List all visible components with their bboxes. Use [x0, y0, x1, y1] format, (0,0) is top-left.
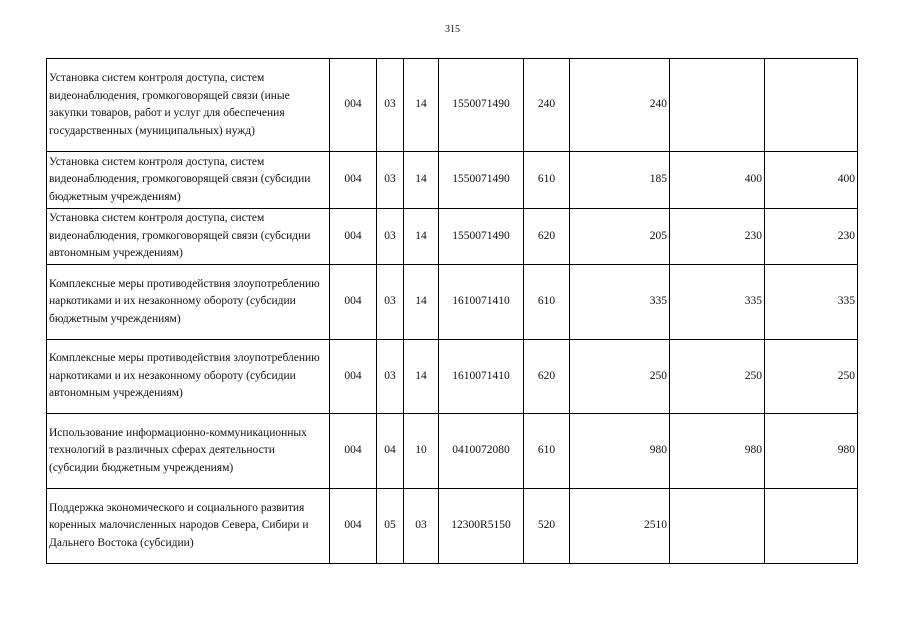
row-section-code: 03: [377, 152, 404, 209]
row-grbs-code: 004: [330, 489, 377, 564]
row-amount-1: 240: [570, 59, 670, 152]
row-grbs-code: 004: [330, 209, 377, 265]
row-grbs-code: 004: [330, 340, 377, 414]
row-amount-1: 335: [570, 265, 670, 340]
row-expense-type: 620: [524, 209, 570, 265]
row-grbs-code: 004: [330, 265, 377, 340]
row-description: Установка систем контроля доступа, систем видеонаблюдения, громкоговорящей связи (субсидии бюджетным учреждениям): [47, 152, 330, 209]
table-row: [47, 340, 858, 414]
row-target-article: 1610071410: [439, 265, 524, 340]
budget-table: [46, 58, 858, 564]
row-description: Установка систем контроля доступа, систем видеонаблюдения, громкоговорящей связи (субсидии автономным учреждениям): [47, 209, 330, 265]
row-description: Установка систем контроля доступа, систем видеонаблюдения, громкоговорящей связи (иные закупки товаров, работ и услуг для обеспечения государственных (муниципальных) нужд): [47, 59, 330, 152]
row-expense-type: 520: [524, 489, 570, 564]
row-expense-type: 610: [524, 265, 570, 340]
row-amount-1: 2510: [570, 489, 670, 564]
row-subsection-code: 14: [404, 152, 439, 209]
row-expense-type: 610: [524, 414, 570, 489]
row-target-article: 1550071490: [439, 209, 524, 265]
row-amount-2: 400: [670, 152, 765, 209]
table-row: [47, 59, 858, 152]
table-row: [47, 489, 858, 564]
row-section-code: 04: [377, 414, 404, 489]
row-expense-type: 240: [524, 59, 570, 152]
row-amount-2: 335: [670, 265, 765, 340]
row-amount-3: [765, 489, 858, 564]
row-amount-3: [765, 59, 858, 152]
row-description: Комплексные меры противодействия злоупотреблению наркотиками и их незаконному обороту (субсидии бюджетным учреждениям): [47, 265, 330, 340]
row-target-article: 0410072080: [439, 414, 524, 489]
page-number: 315: [445, 24, 460, 35]
row-grbs-code: 004: [330, 152, 377, 209]
table-row: [47, 209, 858, 265]
row-description: Поддержка экономического и социального развития коренных малочисленных народов Севера, Сибири и Дальнего Востока (субсидии): [47, 489, 330, 564]
row-target-article: 12300R5150: [439, 489, 524, 564]
row-expense-type: 620: [524, 340, 570, 414]
row-amount-3: 250: [765, 340, 858, 414]
row-amount-2: 980: [670, 414, 765, 489]
row-grbs-code: 004: [330, 414, 377, 489]
row-expense-type: 610: [524, 152, 570, 209]
row-subsection-code: 14: [404, 340, 439, 414]
row-section-code: 03: [377, 209, 404, 265]
row-target-article: 1610071410: [439, 340, 524, 414]
row-subsection-code: 10: [404, 414, 439, 489]
row-amount-2: 250: [670, 340, 765, 414]
table-row: [47, 152, 858, 209]
table-row: [47, 265, 858, 340]
row-subsection-code: 14: [404, 209, 439, 265]
row-description: Использование информационно-коммуникационных технологий в различных сферах деятельности (субсидии бюджетным учреждениям): [47, 414, 330, 489]
row-description: Комплексные меры противодействия злоупотреблению наркотиками и их незаконному обороту (субсидии автономным учреждениям): [47, 340, 330, 414]
row-target-article: 1550071490: [439, 152, 524, 209]
row-target-article: 1550071490: [439, 59, 524, 152]
row-section-code: 05: [377, 489, 404, 564]
row-amount-2: 230: [670, 209, 765, 265]
row-amount-1: 205: [570, 209, 670, 265]
row-amount-3: 335: [765, 265, 858, 340]
row-amount-3: 980: [765, 414, 858, 489]
row-amount-1: 250: [570, 340, 670, 414]
row-section-code: 03: [377, 59, 404, 152]
row-section-code: 03: [377, 265, 404, 340]
row-subsection-code: 14: [404, 59, 439, 152]
row-amount-1: 980: [570, 414, 670, 489]
row-grbs-code: 004: [330, 59, 377, 152]
row-amount-2: [670, 489, 765, 564]
row-amount-1: 185: [570, 152, 670, 209]
row-subsection-code: 03: [404, 489, 439, 564]
row-amount-2: [670, 59, 765, 152]
row-amount-3: 230: [765, 209, 858, 265]
row-amount-3: 400: [765, 152, 858, 209]
row-subsection-code: 14: [404, 265, 439, 340]
row-section-code: 03: [377, 340, 404, 414]
table-row: [47, 414, 858, 489]
